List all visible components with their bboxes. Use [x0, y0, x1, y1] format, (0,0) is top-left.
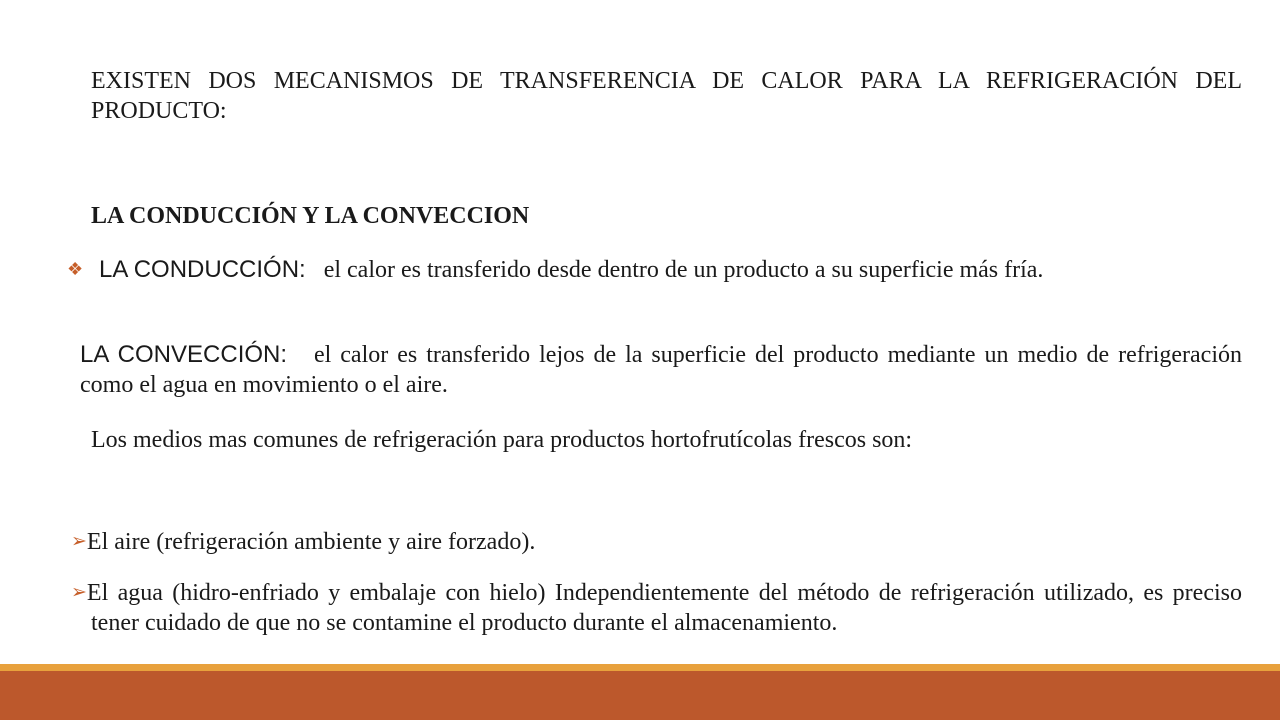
- medios-text: Los medios mas comunes de refrigeración para productos hortofrutícolas frescos son:: [91, 427, 913, 453]
- list-item-agua-text: El agua (hidro-enfriado y embalaje con hielo) Independientemente del método de refrigeración utilizado, es preciso tener cuidado de que no se contamine el producto durante el almacenamiento.: [86, 580, 1242, 636]
- list-item-aire-text: El aire (refrigeración ambiente y aire forzado).: [86, 529, 536, 555]
- conveccion-label: LA CONVECCIÓN:: [80, 341, 288, 368]
- medios-paragraph: [91, 425, 1242, 455]
- conveccion-paragraph: [80, 340, 1242, 400]
- list-item-aire: [71, 527, 1242, 557]
- footer-band: [0, 671, 1280, 720]
- diamond-bullet-icon: ❖: [67, 259, 84, 279]
- conduccion-label: LA CONDUCCIÓN:: [99, 256, 306, 283]
- conduccion-text: el calor es transferido desde dentro de un producto a su superficie más fría.: [323, 257, 1044, 283]
- conduccion-paragraph: [67, 254, 1242, 285]
- intro-text: EXISTEN DOS MECANISMOS DE TRANSFERENCIA DE CALOR PARA LA REFRIGERACIÓN DEL PRODUCTO:: [91, 68, 1242, 124]
- arrow-bullet-icon: ➢: [71, 531, 87, 552]
- footer-accent-line: [0, 664, 1280, 671]
- intro-paragraph: [91, 66, 1242, 126]
- conveccion-text: el calor es transferido lejos de la superficie del producto mediante un medio de refrigeración como el agua en movimiento o el aire.: [80, 342, 1243, 398]
- list-item-agua: [71, 578, 1242, 638]
- arrow-bullet-icon: ➢: [71, 582, 87, 603]
- section-heading-text: LA CONDUCCIÓN Y LA CONVECCION: [91, 203, 530, 229]
- section-heading: [91, 201, 1242, 231]
